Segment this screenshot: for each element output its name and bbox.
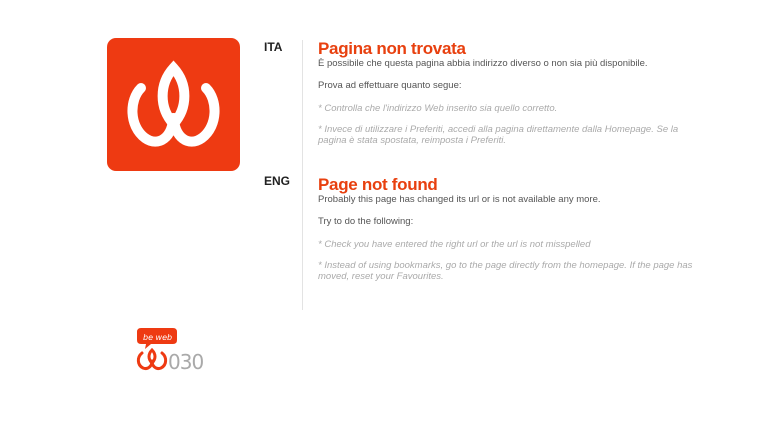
tip-eng-2: * Instead of using bookmarks, go to the page directly from the homepage. If the page has moved, reset your Favourites. <box>318 260 693 282</box>
tip-ita-1: * Controlla che l'indirizzo Web inserito sia quello corretto. <box>318 103 558 114</box>
tulip-logo-icon <box>107 38 240 171</box>
tip-eng-1: * Check you have entered the right url or the url is not misspelled <box>318 239 591 250</box>
page-title-eng: Page not found <box>318 175 438 194</box>
vertical-divider <box>302 40 303 310</box>
brand-bubble-text: be web <box>143 333 173 342</box>
section-ita <box>318 39 698 146</box>
brand-logo <box>107 38 240 171</box>
lead-text-eng: Probably this page has changed its url or is not available any more. <box>318 194 601 205</box>
lang-label-ita: ITA <box>264 40 283 54</box>
section-eng <box>318 175 698 282</box>
lang-label-eng: ENG <box>264 174 291 188</box>
instructions-eng: Try to do the following: <box>318 216 414 227</box>
tip-ita-2: * Invece di utilizzare i Preferiti, accedi alla pagina direttamente dalla Homepage. Se la pagina è stata spostata, reimposta i Preferiti. <box>318 124 679 146</box>
brand-mark-030[interactable] <box>135 326 215 372</box>
page-title-ita: Pagina non trovata <box>318 39 466 58</box>
lead-text-ita: È possibile che questa pagina abbia indirizzo diverso o non sia più disponibile. <box>318 58 648 69</box>
instructions-ita: Prova ad effettuare quanto segue: <box>318 80 462 91</box>
brand-mark-icon <box>135 326 215 372</box>
brand-mark-text: 030 <box>168 350 204 372</box>
